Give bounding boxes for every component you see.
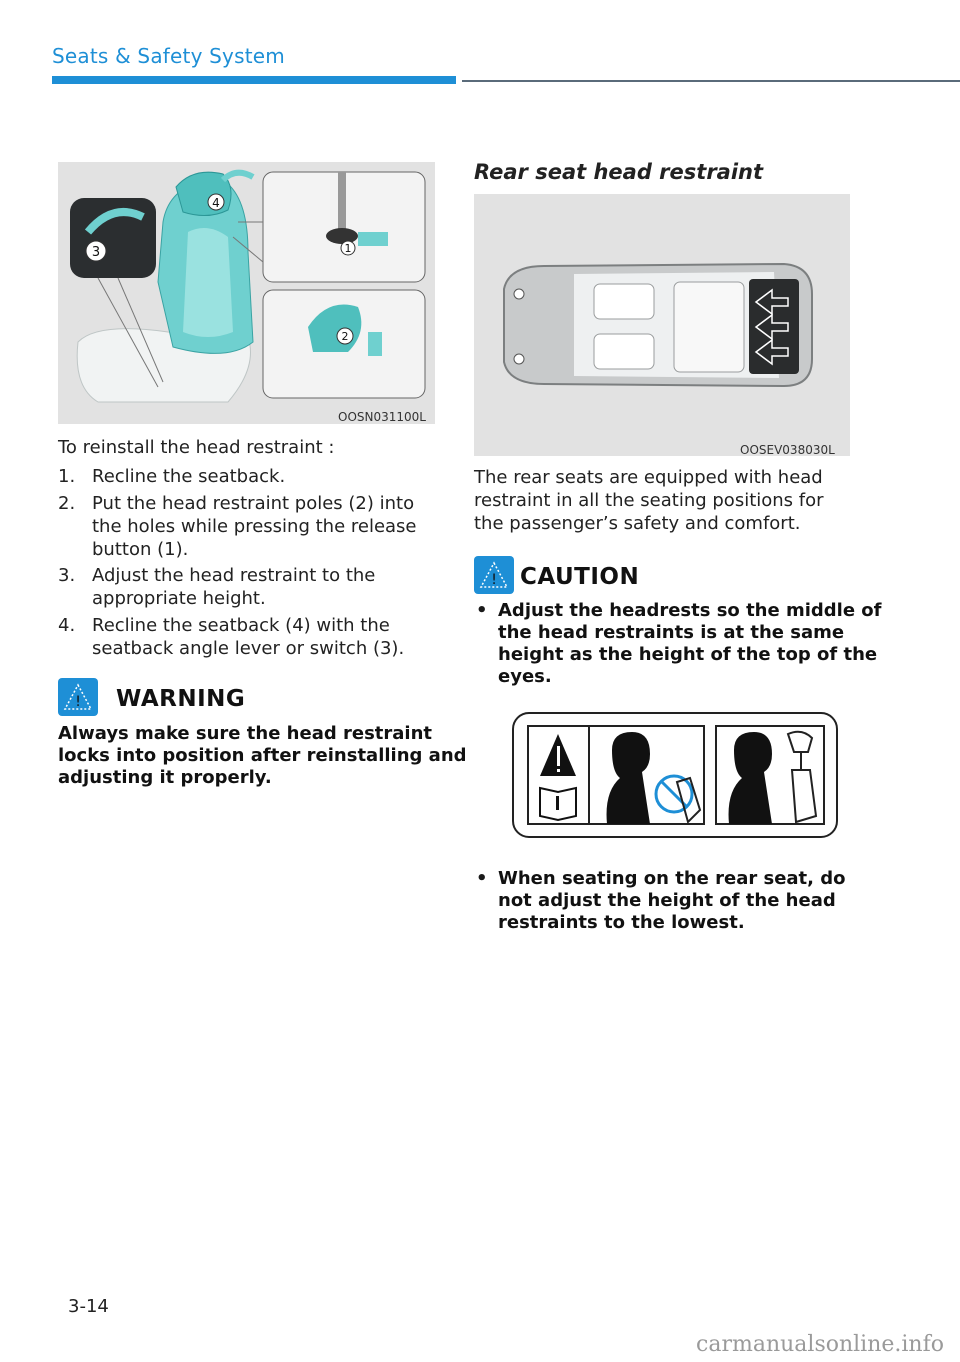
car-top-view-illustration: [474, 194, 850, 456]
warning-label: WARNING: [116, 686, 246, 712]
warning-icon: [58, 678, 98, 716]
step-text: Recline the seatback.: [92, 466, 286, 487]
step-text: Recline the seatback (4) with the: [92, 615, 390, 636]
figure-code: OOSEV038030L: [740, 443, 835, 457]
step-text: button (1).: [92, 539, 189, 560]
figure-callout-4: 4: [212, 196, 220, 210]
warning-text-line-2: locks into position after reinstalling and: [58, 745, 467, 766]
rear-seat-figure: [474, 194, 850, 456]
step-text: seatback angle lever or switch (3).: [92, 638, 405, 659]
header-rule-accent: [52, 76, 456, 84]
figure-code: OOSN031100L: [338, 410, 426, 424]
step-text: the holes while pressing the release: [92, 516, 417, 537]
step-1: [58, 465, 438, 488]
page-number: 3-14: [68, 1296, 109, 1317]
intro-text: To reinstall the head restraint :: [58, 437, 335, 458]
seat-illustration: [58, 162, 435, 424]
caution-icon: [474, 556, 514, 594]
headrest-pictogram: [512, 712, 838, 838]
step-2: [58, 492, 438, 561]
paragraph-line-1: The rear seats are equipped with head: [474, 467, 823, 488]
caution-bullet-1-line-1: Adjust the headrests so the middle of: [498, 600, 882, 621]
svg-text:!: !: [491, 572, 497, 588]
step-text: appropriate height.: [92, 588, 266, 609]
watermark: carmanualsonline.info: [696, 1332, 944, 1357]
step-text: Put the head restraint poles (2) into: [92, 493, 415, 514]
warning-text-line-3: adjusting it properly.: [58, 767, 272, 788]
figure-callout-1: 1: [344, 242, 352, 255]
step-3: [58, 564, 438, 610]
step-number: 4.: [58, 615, 76, 636]
warning-text-line-1: Always make sure the head restraint: [58, 723, 433, 744]
step-text: Adjust the head restraint to the: [92, 565, 376, 586]
step-number: 3.: [58, 565, 76, 586]
paragraph-line-2: restraint in all the seating positions for: [474, 490, 824, 511]
caution-bullet-1-line-3: height as the height of the top of the: [498, 644, 878, 665]
caution-bullet-1-line-2: the head restraints is at the same: [498, 622, 845, 643]
subheading: Rear seat head restraint: [474, 160, 764, 184]
caution-bullet-2-line-2: not adjust the height of the head: [498, 890, 836, 911]
caution-label: CAUTION: [520, 564, 640, 590]
bullet-marker: •: [476, 868, 488, 889]
header-rule: [462, 80, 960, 82]
figure-callout-2: 2: [341, 330, 349, 343]
step-number: 1.: [58, 466, 76, 487]
head-restraint-figure: [58, 162, 435, 424]
paragraph-line-3: the passenger’s safety and comfort.: [474, 513, 801, 534]
caution-bullet-1-line-4: eyes.: [498, 666, 552, 687]
section-title: Seats & Safety System: [52, 44, 285, 68]
svg-text:!: !: [75, 694, 81, 710]
caution-bullet-2-line-3: restraints to the lowest.: [498, 912, 745, 933]
step-number: 2.: [58, 493, 76, 514]
caution-bullet-2-line-1: When seating on the rear seat, do: [498, 868, 846, 889]
bullet-marker: •: [476, 600, 488, 621]
figure-callout-3: 3: [91, 245, 101, 260]
step-4: [58, 614, 438, 660]
